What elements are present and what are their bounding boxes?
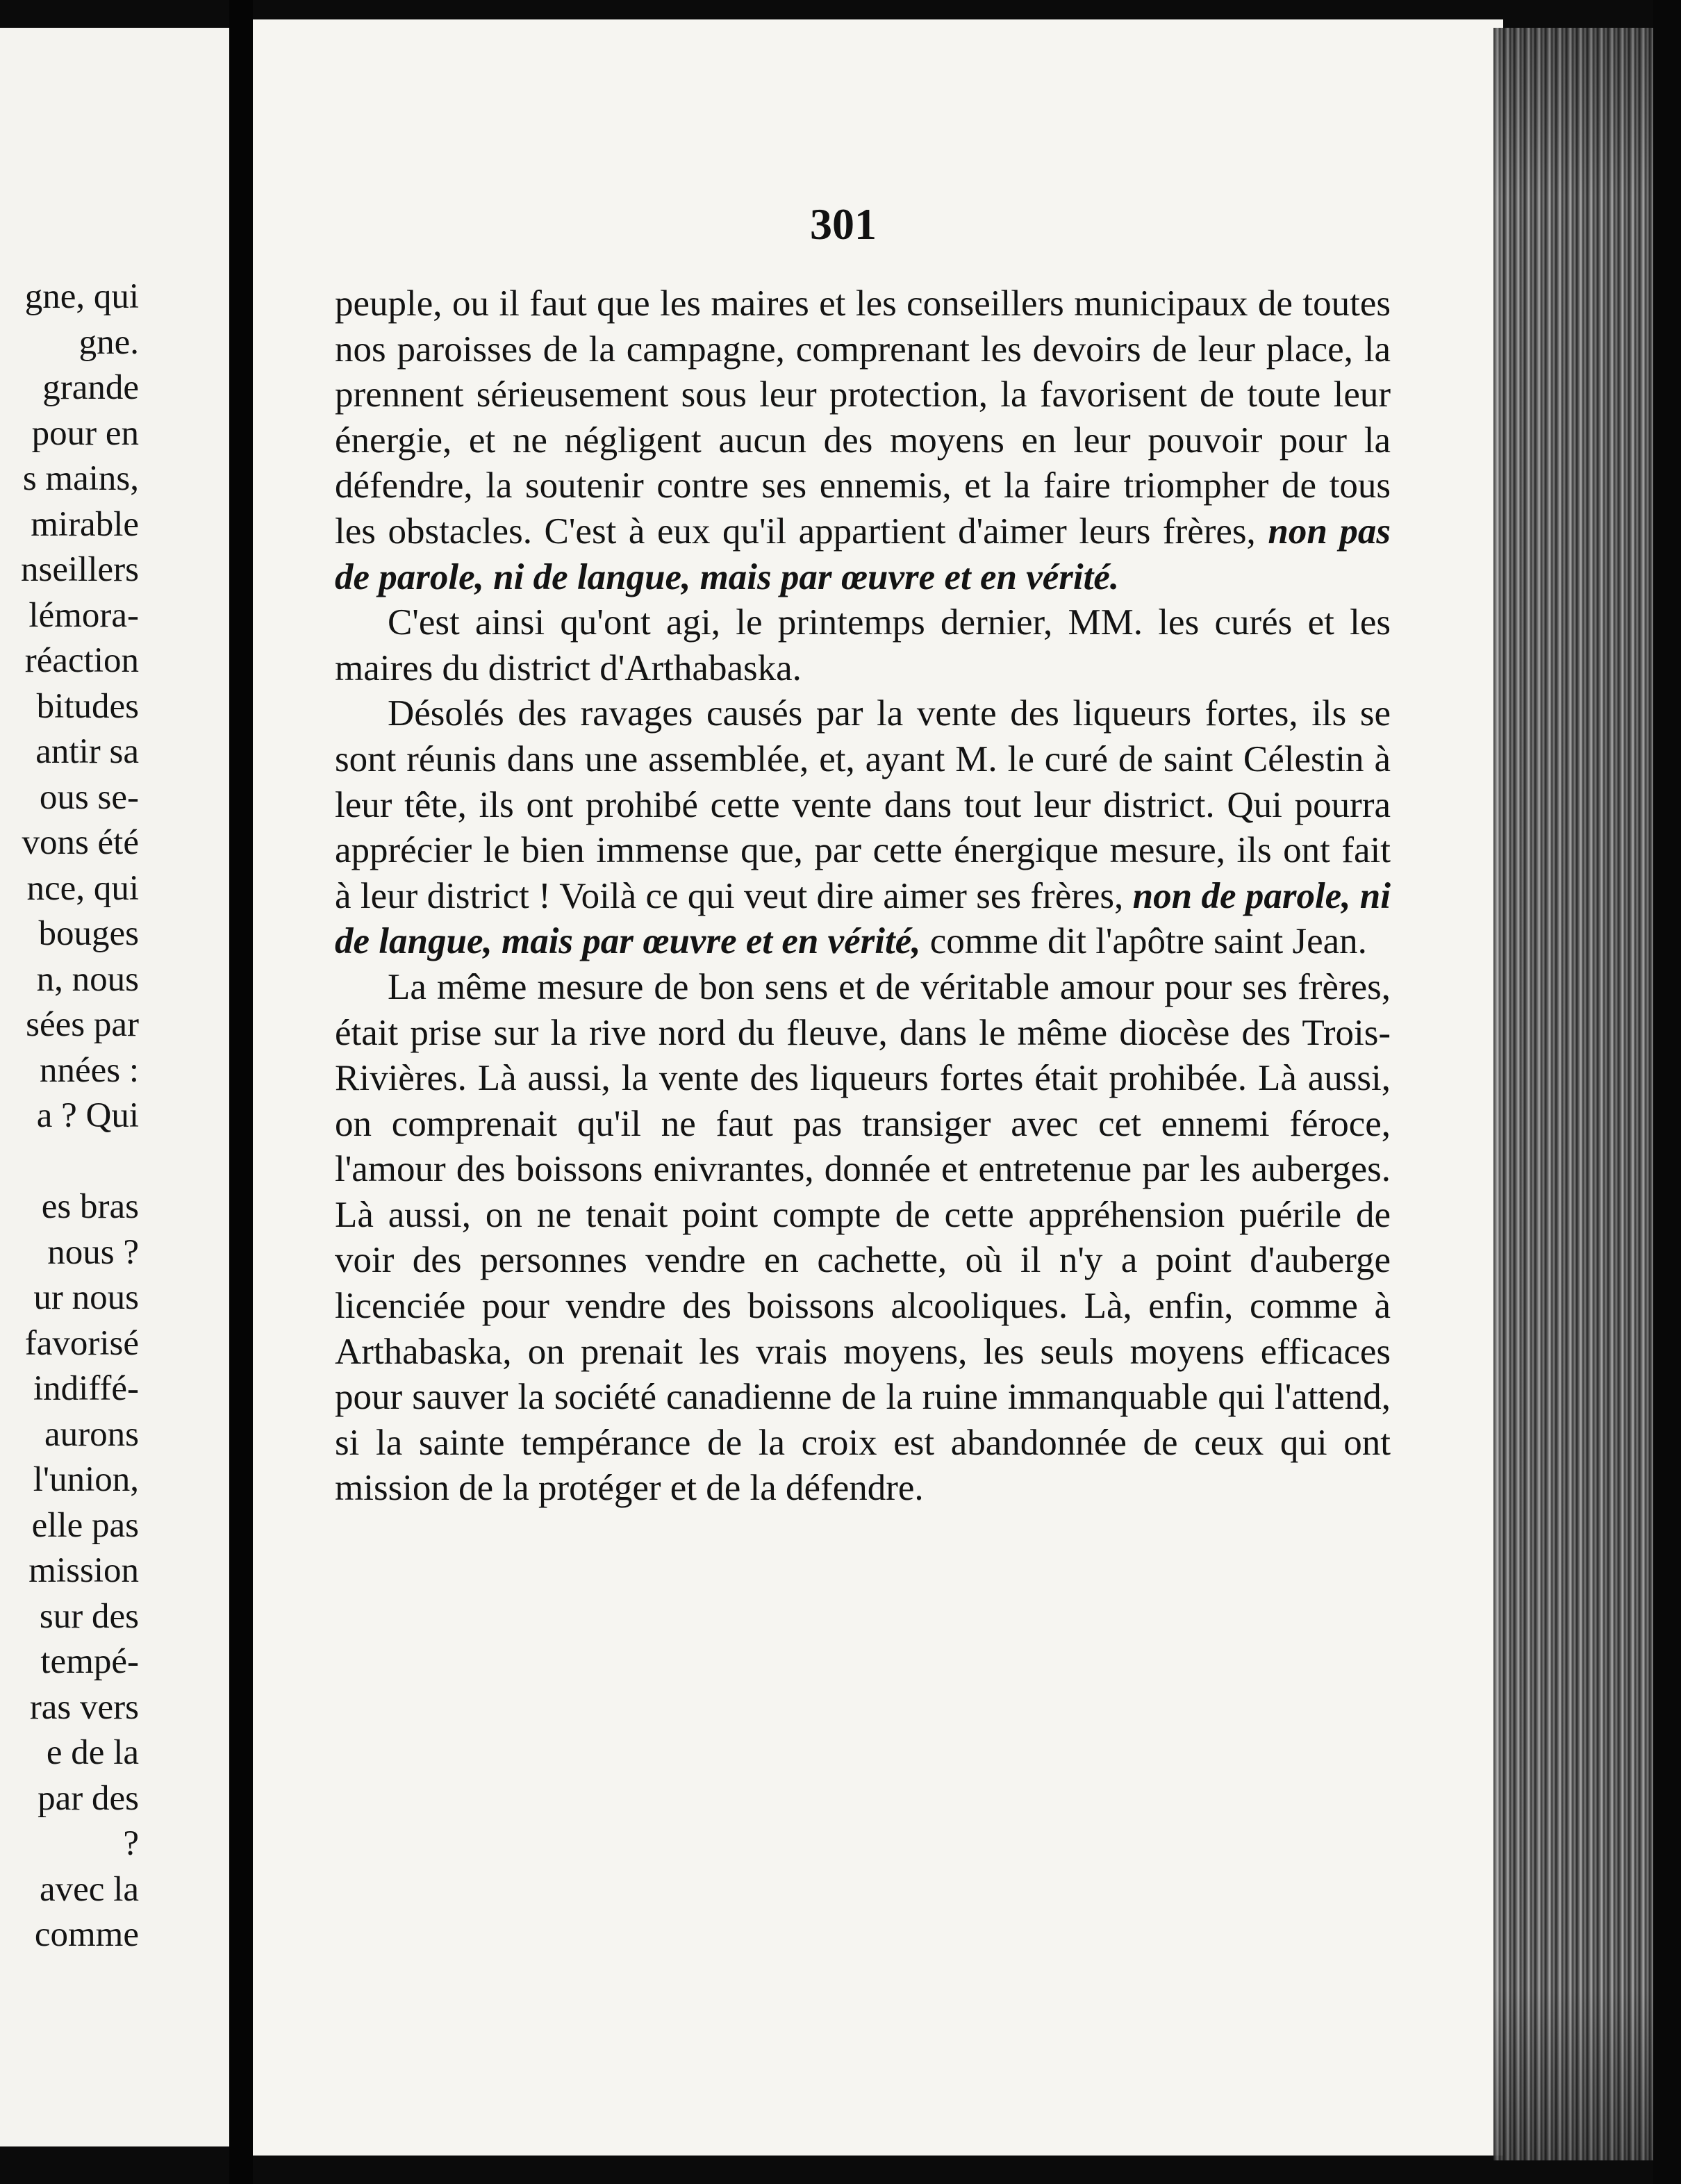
left-line: avec la — [40, 1869, 139, 1909]
left-line — [0, 1139, 139, 1185]
paragraph-4: La même mesure de bon sens et de véritable amour pour ses frères, était prise sur la rive nord du fleuve, dans le même diocèse des Trois-Rivières. Là aussi, la vente des liqueurs fortes était prohibée. Là aussi, on comprenait qu'il ne faut pas transiger avec cet ennemi féroce, l'amour des boissons enivrantes, donnée et entretenue par les auberges. Là aussi, on ne tenait point compte de cette appréhension puérile de voir des personnes vendre en cachette, où il n'y a point d'auberge licenciée pour vendre des boissons alcooliques. Là, enfin, comme à Arthabaska, on prenait les vrais moyens, les seuls moyens efficaces pour sauver la société canadienne de la ruine immanquable qui l'attend, si la sainte tempérance de la croix est abandonnée de ceux qui ont mission de la protéger et de la défendre. — [335, 966, 1391, 1509]
left-line: gne. — [78, 322, 139, 362]
left-line: ras vers — [29, 1687, 139, 1727]
left-line: n, nous — [36, 959, 139, 999]
left-line: comme — [34, 1915, 139, 1954]
left-line: nous ? — [47, 1232, 139, 1272]
left-line: es bras — [41, 1187, 139, 1226]
paragraph-1 — [335, 281, 1391, 600]
book-gutter — [229, 0, 253, 2184]
left-line: indiffé- — [33, 1369, 139, 1408]
body-text — [335, 281, 1391, 1512]
left-line: réaction — [24, 641, 139, 680]
left-line: s mains, — [22, 459, 139, 498]
left-line: mission — [28, 1551, 139, 1590]
left-line: mirable — [31, 504, 139, 544]
paragraph-3 — [335, 691, 1391, 965]
left-line: l'union, — [33, 1460, 139, 1499]
left-line: nnées : — [39, 1050, 139, 1090]
paragraph-1-text: peuple, ou il faut que les maires et les conseillers municipaux de toutes nos paroisses de la campagne, comprenant les devoirs de leur place, la prennent sérieusement sous leur protection, la favorisent de toute leur énergie, et ne négligent aucun des moyens en leur pouvoir pour la défendre, la soutenir contre ses ennemis, et la faire triompher de tous les obstacles. C'est à eux qu'il appartient d'aimer leurs frères, — [335, 283, 1391, 552]
left-line: a ? Qui — [36, 1096, 139, 1135]
left-line: sur des — [39, 1596, 139, 1636]
left-line: lémora- — [28, 595, 139, 635]
paragraph-1-italic: non pas de parole, ni de langue, mais par œuvre et en vérité. — [335, 511, 1391, 597]
right-page — [253, 19, 1503, 2156]
left-line: antir sa — [35, 732, 139, 771]
left-line: ous se- — [39, 777, 139, 817]
left-line: bouges — [38, 914, 139, 953]
left-line: aurons — [44, 1414, 139, 1454]
page-edges-shade — [1493, 28, 1653, 2160]
paragraph-3-tail: comme dit l'apôtre saint Jean. — [929, 921, 1367, 962]
left-line: bitudes — [36, 686, 139, 726]
left-line: elle pas — [31, 1505, 139, 1545]
left-line: favorisé — [24, 1323, 139, 1363]
left-page — [0, 28, 229, 2146]
left-line: nce, qui — [26, 868, 139, 908]
left-line: gne, qui — [24, 277, 139, 316]
left-line: ur nous — [33, 1278, 139, 1317]
left-line: e de la — [46, 1733, 139, 1772]
left-line: par des — [38, 1778, 139, 1818]
left-line: grande — [42, 368, 139, 407]
paragraph-3-text: Désolés des ravages causés par la vente des liqueurs fortes, ils se sont réunis dans une assemblée, et, ayant M. le curé de saint Célestin à leur tête, ils ont prohibé cette vente dans tout leur district. Qui pourra apprécier le bien immense que, par cette énergique mesure, ils ont fait à leur district ! Voilà ce qui veut dire aimer ses frères, — [335, 693, 1391, 916]
left-line: nseillers — [21, 550, 139, 589]
left-page-text — [0, 274, 139, 1958]
left-line: pour en — [31, 413, 139, 453]
left-line: vons été — [22, 823, 139, 862]
paragraph-3-italic: non de parole, ni de langue, mais par œuvre et en vérité, — [335, 875, 1391, 962]
paragraph-2: C'est ainsi qu'ont agi, le printemps dernier, MM. les curés et les maires du district d'Arthabaska. — [335, 602, 1391, 688]
left-line: tempé- — [40, 1642, 139, 1681]
scan-border — [1653, 0, 1681, 2184]
left-line: ? — [123, 1824, 139, 1863]
page-number: 301 — [810, 199, 877, 249]
left-line: sées par — [26, 1005, 139, 1044]
